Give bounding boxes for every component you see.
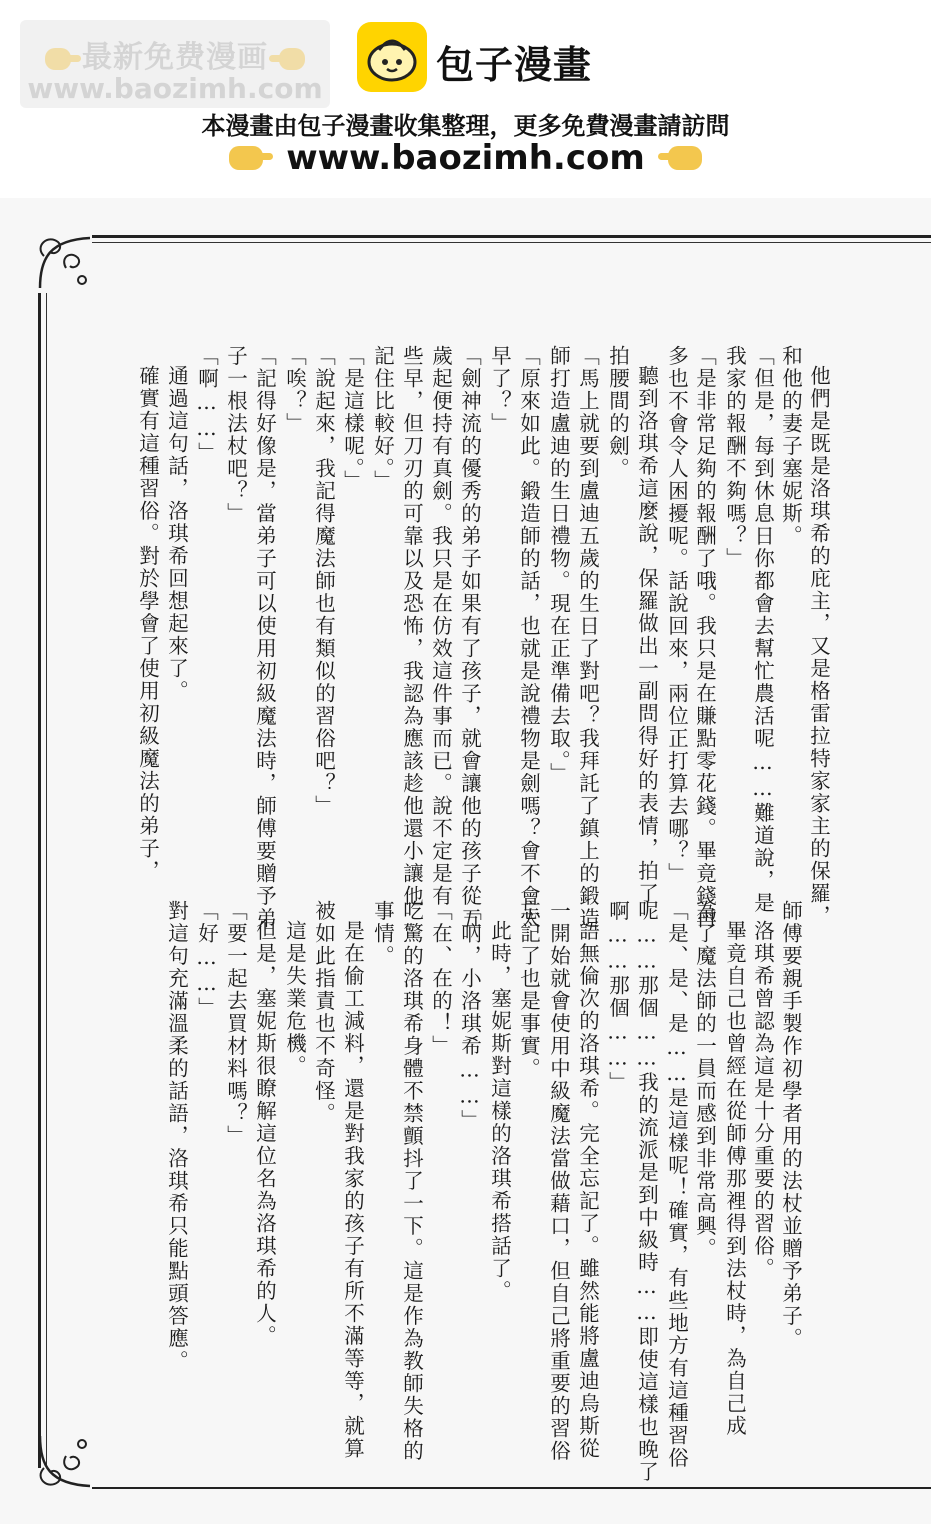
frame-border-left — [38, 293, 41, 1468]
frame-border-left-inner — [46, 293, 47, 1468]
text-column: 確實有這種習俗。對於學會了使用初級魔法的弟子， — [135, 365, 160, 883]
text-column: 「說起來，我記得魔法師也有類似的習俗吧？」 — [311, 345, 336, 818]
text-column: 多也不會令人困擾呢。話說回來，兩位正打算去哪？」 — [664, 345, 689, 885]
text-column: 歲起便持有真劍。我只是在仿效這件事而已。說不定是有 — [428, 345, 453, 908]
watermark-line-2: www.baozimh.com — [27, 72, 323, 105]
pointing-hand-icon — [45, 48, 71, 70]
watermark-line-1: 最新免费漫画 — [20, 32, 330, 76]
text-column: 「記得好像是，當弟子可以使用初級魔法時，師傅要贈予弟 — [252, 345, 277, 930]
pointing-hand-icon — [229, 146, 263, 170]
text-column: 但是，塞妮斯很瞭解這位名為洛琪希的人。 — [252, 920, 277, 1348]
site-url-link[interactable]: www.baozimh.com — [286, 138, 645, 178]
text-column: 「是這樣呢。」 — [340, 345, 365, 493]
text-column: 「吶，小洛琪希……」 — [457, 900, 482, 1132]
text-column: 對這句充滿溫柔的話語，洛琪希只能點頭答應。 — [164, 900, 189, 1373]
text-column: 語無倫次的洛琪希。完全忘記了。雖然能將盧迪烏斯從 — [575, 920, 600, 1460]
text-column: 「在、在的！」 — [428, 900, 453, 1058]
text-column: 「是、是、是……是這樣呢！確實，有些地方有這種習俗 — [664, 900, 689, 1470]
text-column: 我家的報酬不夠嗎？」 — [722, 345, 747, 570]
text-column: 記住比較好。」 — [370, 345, 395, 493]
text-column: 他們是既是洛琪希的庇主，又是格雷拉特家家主的保羅， — [806, 365, 831, 928]
text-column: 「馬上就要到盧迪五歲的生日了對吧？我拜託了鎮上的鍛造 — [575, 345, 600, 930]
text-column: 被如此指責也不奇怪。 — [311, 900, 336, 1125]
text-column: 「但是，每到休息日你都會去幫忙農活呢……難道說，是 — [750, 345, 775, 915]
collection-notice: 本漫畫由包子漫畫收集整理，更多免費漫畫請訪問 — [201, 112, 730, 140]
text-column: 吃驚的洛琪希身體不禁顫抖了一下。這是作為教師失格的 — [399, 900, 424, 1463]
text-column: 忘記了也是事實。 — [516, 900, 541, 1080]
text-column: 子一根法杖吧？」 — [223, 345, 248, 525]
text-column: 和他的妻子塞妮斯。 — [778, 345, 803, 548]
text-column: 事情。 — [370, 900, 395, 968]
site-link-row — [0, 138, 931, 178]
frame-border-top-inner — [92, 242, 931, 243]
baozi-logo-icon — [357, 22, 427, 92]
text-column: 「是非常足夠的報酬了哦。我只是在賺點零花錢。畢竟錢再 — [692, 345, 717, 930]
text-column: 「要一起去買材料嗎？」 — [223, 900, 248, 1148]
text-column: 些早，但刀刃的可靠以及恐怖，我認為應該趁他還小讓他 — [399, 345, 424, 908]
text-column: 通過這句話，洛琪希回想起來了。 — [164, 365, 189, 703]
text-column: 畢竟自己也曾經在從師傅那裡得到法杖時，為自己成 — [722, 920, 747, 1438]
text-column: 「啊……」 — [194, 345, 219, 465]
pointing-hand-icon — [668, 146, 702, 170]
frame-border-bottom — [92, 1487, 931, 1489]
text-column: 「好……」 — [194, 900, 219, 1020]
text-column: 洛琪希曾認為這是十分重要的習俗。 — [750, 920, 775, 1280]
text-column: 「唉？」 — [282, 345, 307, 435]
text-column: 師傅要親手製作初學者用的法杖並贈予弟子。 — [778, 900, 803, 1350]
text-column: 「劍神流的優秀的弟子如果有了孩子，就會讓他的孩子從五 — [457, 345, 482, 930]
text-column: 聽到洛琪希這麼說，保羅做出一副問得好的表情，拍了 — [634, 365, 659, 905]
corner-ornament-bottom-icon — [30, 1426, 100, 1496]
text-column: 啊……那個……」 — [605, 900, 630, 1094]
text-column: 「原來如此。鍛造師的話，也就是說禮物是劍嗎？會不會太 — [516, 345, 541, 930]
frame-border-top — [92, 235, 931, 238]
text-column: 師打造盧迪的生日禮物。現在正準備去取。」 — [546, 345, 571, 785]
watermark-box — [20, 20, 330, 108]
text-column: 為了魔法師的一員而感到非常高興。 — [692, 900, 717, 1260]
text-column: 呢……那個……我的流派是到中級時……即使這樣也晚了 — [634, 900, 659, 1484]
text-column: 此時，塞妮斯對這樣的洛琪希搭話了。 — [487, 920, 512, 1303]
corner-ornament-top-icon — [30, 228, 100, 298]
text-column: 這是失業危機。 — [282, 920, 307, 1078]
text-column: 拍腰間的劍。 — [605, 345, 630, 480]
novel-page — [0, 198, 931, 1524]
text-column: 早了？」 — [487, 345, 512, 435]
text-column: 是在偷工減料，還是對我家的孩子有所不滿等等，就算 — [340, 920, 365, 1460]
brand-name: 包子漫畫 — [436, 43, 593, 87]
text-column: 一開始就會使用中級魔法當做藉口，但自己將重要的習俗 — [546, 900, 571, 1463]
pointing-hand-icon — [279, 48, 305, 70]
